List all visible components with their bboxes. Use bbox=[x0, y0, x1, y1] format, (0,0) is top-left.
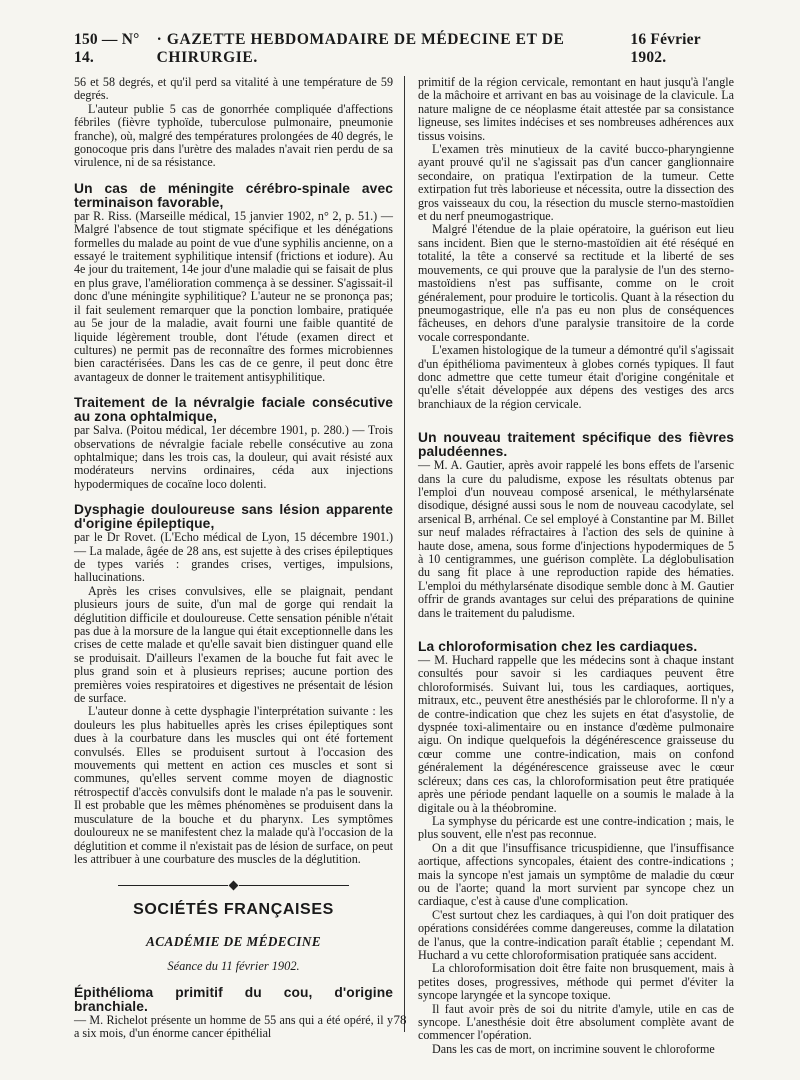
text-columns bbox=[74, 75, 734, 1056]
paragraph: — M. A. Gautier, après avoir rappelé les bons effets de l'arsenic dans la cure du paludisme, expose les résultats obtenus par l'emploi d'un nouveau composé arsenical, le méthylarsénate disodique, désigné aussi sous le nom de nouveau cacodylate, sel arsenical B, arrhénal. Ce sel employé à Constantine par M. Billet sur neuf malades réfractaires à l'action des sels de quinine à haute dose, amena, sous forme d'injections hypodermiques de 5 à 10 centigrammes, une guérison complète. La déglobulisation du sang fit place à une reproduction rapide des hématies. L'emploi du méthylarsénate disodique semble donc à M. Gautier offrir de grands avantages sur celui des préparations de quinine dans le traitement du paludisme. bbox=[418, 458, 734, 620]
section-heading: SOCIÉTÉS FRANÇAISES bbox=[133, 901, 334, 919]
paragraph: Dans les cas de mort, on incrimine souvent le chloroforme bbox=[432, 1041, 715, 1056]
journal-title: · GAZETTE HEBDOMADAIRE DE MÉDECINE ET DE CHIRURGIE. bbox=[156, 31, 565, 66]
paragraph: — M. Huchard rappelle que les médecins sont à chaque instant consultés pour savoir si les cardiaques peuvent être chloroformisés. Suivant lui, tous les cardiaques, aortiques, mitraux, etc., peuvent être anesthésiés par le chloroforme. Il n'y a de contre-indication que chez les sujets en état d'asystolie, de dyspnée toxi-alimentaire ou en instance d'œdème pulmonaire aigu. On indique quelquefois la dégénérescence graisseuse du cœur comme une contre-indication, mais on confond généralement la dégénérescence graisseuse avec le cœur scléreux; dans ces cas, la chloroformisation peut être pratiquée après une période pendant laquelle on a soumis le malade à la digitale ou à la théobromine. bbox=[418, 653, 734, 815]
right-column bbox=[404, 75, 734, 1056]
paragraph: L'auteur donne à cette dysphagie l'interprétation suivante : les douleurs les plus habituelles après les crises épileptiques sont dues à la courbature dans les muscles qui ont été fortement convulsés. Elles se produisent surtout à l'occasion des mouvements qui mettent en action ces muscles et sont si communes, qu'elles servent comme moyen de diagnostic rétrospectif d'accès convulsifs dont le malade n'a pas le souvenir. Il est probable que les mêmes phénomènes se produisent dans la musculature de la bouche et du pharynx. Les symptômes douloureux ne se manifestent chez la malade qu'à l'occasion de la déglutition et comme il n'existait pas de lésion de surface, on peut les attribuer à une courbature des muscles de la déglutition. bbox=[74, 704, 393, 866]
page-number: 150 — N° 14. bbox=[74, 31, 140, 66]
article-title: Épithélioma primitif du cou, d'origine branchiale. bbox=[74, 984, 393, 1014]
left-column bbox=[74, 75, 404, 1040]
paragraph: par R. Riss. (Marseille médical, 15 janvier 1902, n° 2, p. 51.) — Malgré l'absence de tout stigmate spécifique et les dénégations formelles du malade au point de vue d'une syphilis ancienne, on a essayé le traitement syphilitique intensif (frictions et iodure). Au 4e jour du traitement, 14e jour d'une maladie qui se faisait de plus en plus grave, l'amélioration commença à se dessiner. S'agissait-il donc d'une méningite syphilitique? L'auteur ne se prononça pas; il fait seulement remarquer que la ponction lombaire, pratiquée au 5e jour de la maladie, avait fourni une faible quantité de liquide légèrement trouble, dont l'étude (examen direct et cultures) ne permit pas de reconnaître des formes microbiennes bien caractérisées. Dans les cas de ce genre, il peut donc être avantageux de donner le traitement antisyphilitique. bbox=[74, 208, 393, 384]
paragraph: C'est surtout chez les cardiaques, à qui l'on doit pratiquer des opérations considérées comme dangereuses, comme la dilatation de l'anus, que la contre-indication paraît établie ; cependant M. Huchard a vu cette chloroformisation pratiquée sans accident. bbox=[418, 907, 734, 962]
paragraph: Il faut avoir près de soi du nitrite d'amyle, utile en cas de syncope. L'anesthésie doit être absolument complète avant de commencer l'opération. bbox=[418, 1001, 734, 1043]
paragraph: L'examen très minutieux de la cavité bucco-pharyngienne ayant prouvé qu'il ne s'agissait pas d'un cancer ganglionnaire secondaire, on pratiqua l'extirpation de la tumeur. Cette extirpation fut très laborieuse et nécessita, outre la dissection des gros vaisseaux du cou, la résection du muscle sterno-mastoïdien et du nerf pneumogastrique. bbox=[418, 142, 734, 224]
page-folio: 78 bbox=[393, 1012, 407, 1027]
paragraph: La symphyse du péricarde est une contre-indication ; mais, le plus souvent, elle n'est pas reconnue. bbox=[418, 813, 734, 842]
paragraph: 56 et 58 degrés, et qu'il perd sa vitalité à une température de 59 degrés. bbox=[74, 75, 393, 103]
article-title: La chloroformisation chez les cardiaques. bbox=[418, 639, 698, 655]
article-title: Un nouveau traitement spécifique des fièvres paludéennes. bbox=[418, 430, 734, 460]
article-title: Traitement de la névralgie faciale consécutive au zona ophtalmique, bbox=[74, 395, 393, 425]
issue-date: 16 Février 1902. bbox=[630, 31, 701, 66]
paragraph: par le Dr Rovet. (L'Echo médical de Lyon, 15 décembre 1901.) — La malade, âgée de 28 ans, est sujette à des crises épileptiques de types variés : grandes crises, vertiges, impulsions, hallucinations. bbox=[74, 530, 393, 585]
divider-line bbox=[239, 885, 349, 886]
academy-heading: ACADÉMIE DE MÉDECINE bbox=[146, 933, 321, 949]
page-header bbox=[74, 31, 732, 66]
paragraph: par Salva. (Poitou médical, 1er décembre 1901, p. 280.) — Trois observations de névralgie faciale rebelle consécutive au zona ophtalmique; dans les trois cas, la douleur, qui avait résisté aux modérateurs nervins ordinaires, céda aux injections hypodermiques de cocaïne loco dolenti. bbox=[74, 423, 393, 491]
paragraph: primitif de la région cervicale, remontant en haut jusqu'à l'angle de la mâchoire et arrivant en bas au voisinage de la clavicule. La nature maligne de ce néoplasme était attestée par sa consistance ligneuse, ses limites indécises et ses nombreuses adhérences aux tissus voisins. bbox=[418, 75, 734, 143]
article-title: Un cas de méningite cérébro-spinale avec terminaison favorable, bbox=[74, 180, 393, 210]
paragraph: L'examen histologique de la tumeur a démontré qu'il s'agissait d'un épithélioma pavimenteux à globes cornés typiques. Il faut donc admettre que cette tumeur était d'origine congénitale et qu'elle s'était développée aux dépens des vestiges des arcs branchiaux de la région cervicale. bbox=[418, 343, 734, 411]
section-divider bbox=[74, 882, 393, 889]
paragraph: — M. Richelot présente un homme de 55 ans qui a été opéré, il y a six mois, d'un énorme cancer épithélial bbox=[74, 1012, 393, 1040]
session-date: Séance du 11 février 1902. bbox=[167, 959, 300, 974]
article-title: Dysphagie douloureuse sans lésion apparente d'origine épileptique, bbox=[74, 502, 393, 532]
paragraph: Après les crises convulsives, elle se plaignait, pendant plusieurs jours de suite, d'un mal de gorge qui rendait la déglutition difficile et douloureuse. Cette sensation pénible n'était pas due à la morsure de la langue qui était exceptionnelle dans les crises de cette malade et qu'elle savait bien distinguer quand elle se produisait. D'ailleurs l'examen de la bouche fut fait avec le plus grand soin et à plusieurs reprises; aucune portion des premières voies respiratoires et digestives ne présentait de lésion de surface. bbox=[74, 583, 393, 706]
paragraph: L'auteur publie 5 cas de gonorrhée compliquée d'affections fébriles (fièvre typhoïde, tuberculose pulmonaire, pneumonie franche), où, malgré des températures prolongées de 40 degrés, le gonocoque pris dans l'urètre des malades n'avait rien perdu de sa virulence, ni de sa résistance. bbox=[74, 101, 393, 170]
paragraph: La chloroformisation doit être faite non brusquement, mais à petites doses, progressives, méthode qui permet d'éviter la syncope laryngée et la syncope toxique. bbox=[418, 961, 734, 1003]
paragraph: Malgré l'étendue de la plaie opératoire, la guérison eut lieu sans incident. Bien que le sterno-mastoïdien ait été réséqué en totalité, la tête a conservé sa rectitude et la liberté de ses mouvements, ce qui prouve que la paralysie de l'un des sterno-mastoïdiens n'est pas suffisante, comme on le croit généralement, pour produire le torticolis. Quant à la résection du pneumogastrique, elle n'a pas eu non plus de conséquences fâcheuses, en dehors d'une paralysie transitoire de la corde vocale correspondante. bbox=[418, 222, 734, 344]
paragraph: On a dit que l'insuffisance tricuspidienne, que l'insuffisance aortique, affections syncopales, étaient des contre-indications ; mais la syncope n'est jamais un symptôme de maladie du cœur ou de l'aorte; quand la mort survient par syncope chez un cardiaque, c'est à cause d'une complication. bbox=[418, 840, 734, 909]
divider-ornament bbox=[229, 881, 239, 891]
divider-line bbox=[118, 885, 228, 886]
